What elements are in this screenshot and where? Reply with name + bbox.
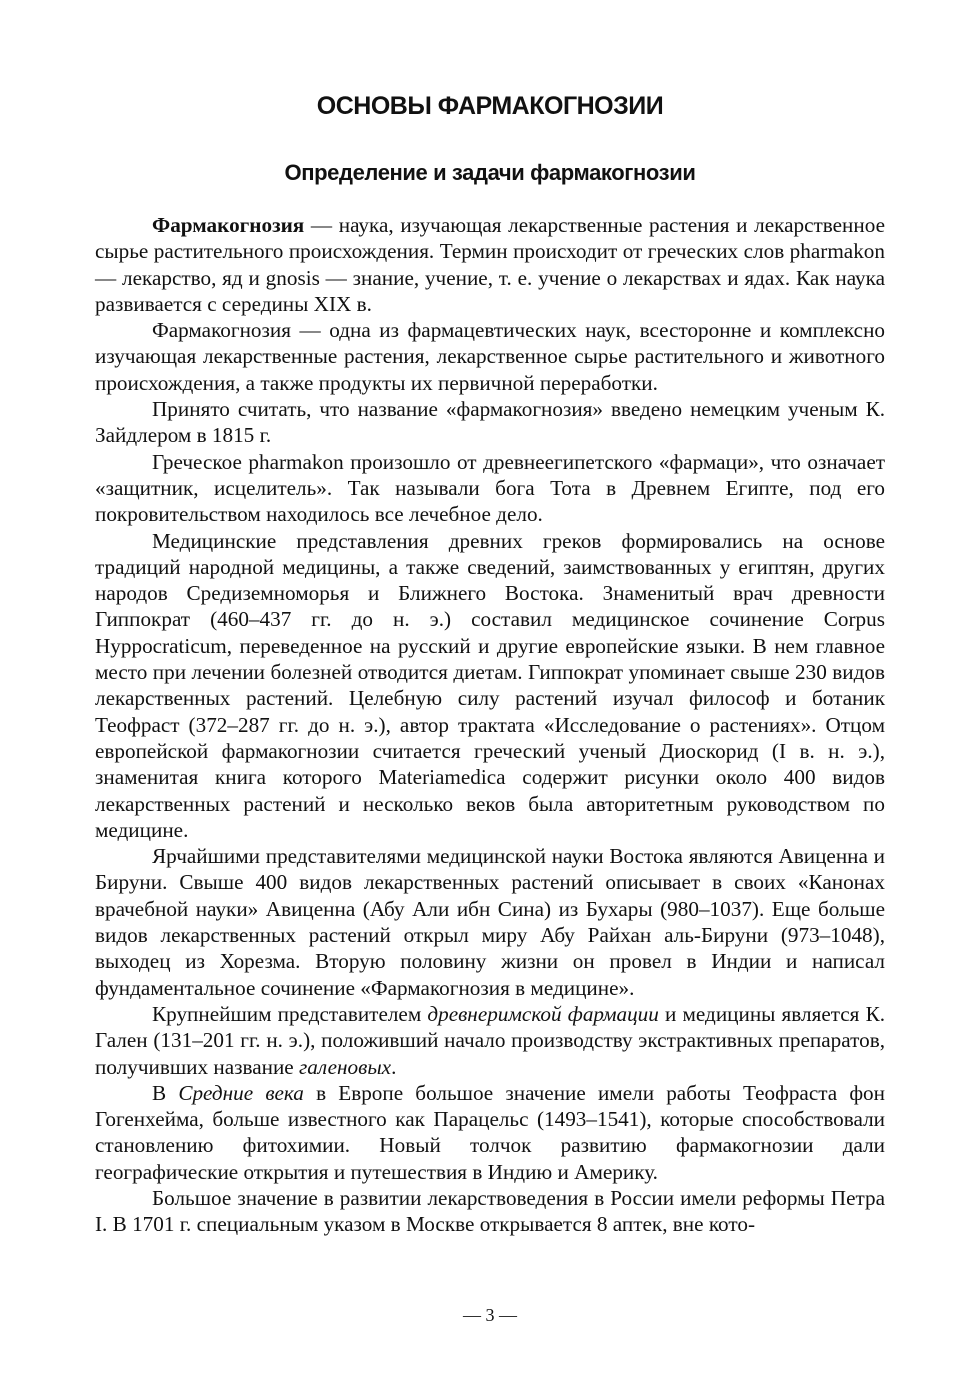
- paragraph-east: Ярчайшими представителями медицинской науки Востока являются Авиценна и Бируни. Свыше 400 видов лекарственных растений описывает в своих «Канонах врачебной науки» Авиценна (Абу Али ибн Сина) из Бухары (980–1037). Еще больше видов лекарственных растений открыл миру Абу Райхан аль-Бируни (973–1048), выходец из Хорезма. Вторую половину жизни он провел в Индии и написал фундаментальное сочинение «Фармакогнозия в медицине».: [95, 844, 885, 1000]
- paragraph-definition: [95, 212, 885, 317]
- paragraph-etymology: Греческое pharmakon произошло от древнеегипетского «фармаци», что означает «защитник, исцелитель». Так называли бога Тота в Древнем Египте, под его покровительством находилось все лечебное дело.: [95, 449, 885, 527]
- paragraph-text: В: [152, 1080, 179, 1105]
- emphasis-text: древнеримской фармации: [427, 1001, 659, 1026]
- paragraph-discipline: Фармакогнозия — одна из фармацевтических наук, всесторонне и комплексно изучающая лекарственные растения, лекарственное сырье растительного и животного происхождения, а также продукты их первичной переработки.: [95, 318, 885, 395]
- paragraph-term-origin: Принято считать, что название «фармакогнозия» введено немецким ученым К. Зайдлером в 1815 г.: [95, 397, 885, 448]
- paragraph-russia: Большое значение в развитии лекарствоведения в России имели реформы Петра I. В 1701 г. специальным указом в Москве открывается 8 аптек, вне кото-: [95, 1185, 885, 1237]
- paragraph-text: в Европе большое значение имели работы Теофраста фон Гогенхейма, больше известного как Парацельс (1493–1541), которые способствовали становлению фитохимии. Новый толчок развитию фармакогнозии дали географические открытия и путешествия в Индию и Америку.: [95, 1080, 885, 1184]
- section-title: Определение и задачи фармакогнозии: [284, 160, 696, 185]
- term-bold: Фармакогнозия: [152, 213, 305, 237]
- emphasis-text: Средние века: [178, 1080, 304, 1105]
- page-number: — 3 —: [463, 1305, 517, 1325]
- paragraph-text: и медицины является К. Гален (131–201 гг. н. э.), положивший начало производству экстрактивных препаратов, получивших название: [95, 1001, 886, 1079]
- body-text: [95, 212, 885, 1238]
- chapter-title: ОСНОВЫ ФАРМАКОГНОЗИИ: [316, 92, 664, 120]
- paragraph-text: .: [391, 1054, 397, 1079]
- paragraph-middle-ages: [95, 1080, 885, 1185]
- paragraph-ancient-greece: Медицинские представления древних греков формировались на основе традиций народной медицины, а также сведений, заимствованных у египтян, других народов Средиземноморья и Ближнего Востока. Знаменитый врач древности Гиппократ (460–437 гг. до н. э.) составил медицинское сочинение Corpus Hyppocraticum, переведенное на русский и другие европейские языки. В нем главное место при лечении болезней отводится диетам. Гиппократ упоминает свыше 230 видов лекарственных растений. Целебную силу растений изучал философ и ботаник Теофраст (372–287 гг. до н. э.), автор трактата «Исследование о растениях». Отцом европейской фармакогнозии считается греческий ученый Диоскорид (I в. н. э.), знаменитая книга которого Materiamedica содержит рисунки около 400 видов лекарственных растений и несколько веков была авторитетным руководством по медицине.: [95, 528, 885, 842]
- paragraph-rome: [95, 1001, 885, 1080]
- paragraph-text: — наука, изучающая лекарственные растения и лекарственное сырье растительного происхождения. Термин происходит от греческих слов pharmakon — лекарство, яд и gnosis — знание, учение, т. е. учение о лекарствах и ядах. Как наука развивается с середины XIX в.: [95, 213, 885, 316]
- emphasis-text: галеновых: [298, 1054, 392, 1079]
- paragraph-text: Крупнейшим представителем: [152, 1001, 428, 1026]
